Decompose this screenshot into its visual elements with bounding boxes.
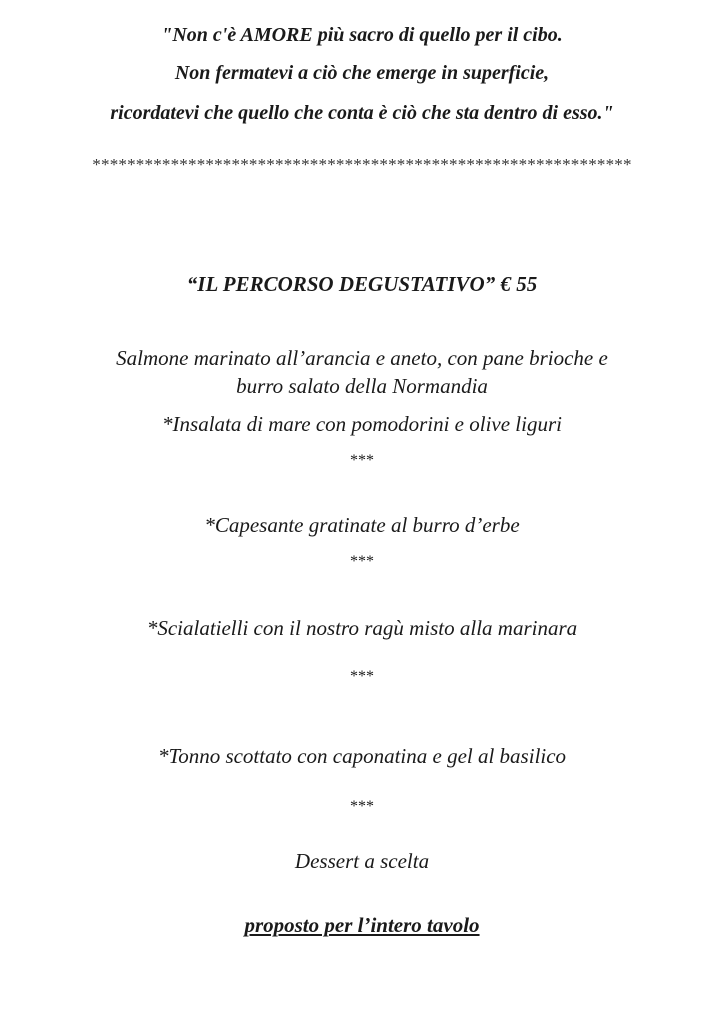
- course-separator: ***: [350, 452, 374, 469]
- course-1-line-1: Salmone marinato all’arancia e aneto, con pane brioche e: [116, 346, 608, 370]
- quote-line-3: ricordatevi che quello che conta è ciò che sta dentro di esso.": [110, 102, 614, 124]
- course-separator: ***: [350, 668, 374, 685]
- course-4: *Scialatielli con il nostro ragù misto alla marinara: [146, 616, 578, 640]
- menu-title: “IL PERCORSO DEGUSTATIVO” € 55: [186, 272, 538, 296]
- course-3: *Capesante gratinate al burro d’erbe: [204, 513, 520, 537]
- course-1-line-2: burro salato della Normandia: [236, 374, 488, 398]
- course-5: *Tonno scottato con caponatina e gel al basilico: [157, 744, 567, 768]
- course-separator: ***: [350, 798, 374, 815]
- quote-line-1: "Non c'è AMORE più sacro di quello per il cibo.: [161, 24, 563, 46]
- dessert: Dessert a scelta: [294, 849, 430, 873]
- whole-table-note: proposto per l’intero tavolo: [244, 913, 480, 937]
- asterisk-divider: **************************************************************: [92, 155, 632, 174]
- course-2: *Insalata di mare con pomodorini e olive liguri: [162, 412, 562, 436]
- quote-line-2: Non fermatevi a ciò che emerge in superficie,: [174, 62, 550, 84]
- course-separator: ***: [350, 553, 374, 570]
